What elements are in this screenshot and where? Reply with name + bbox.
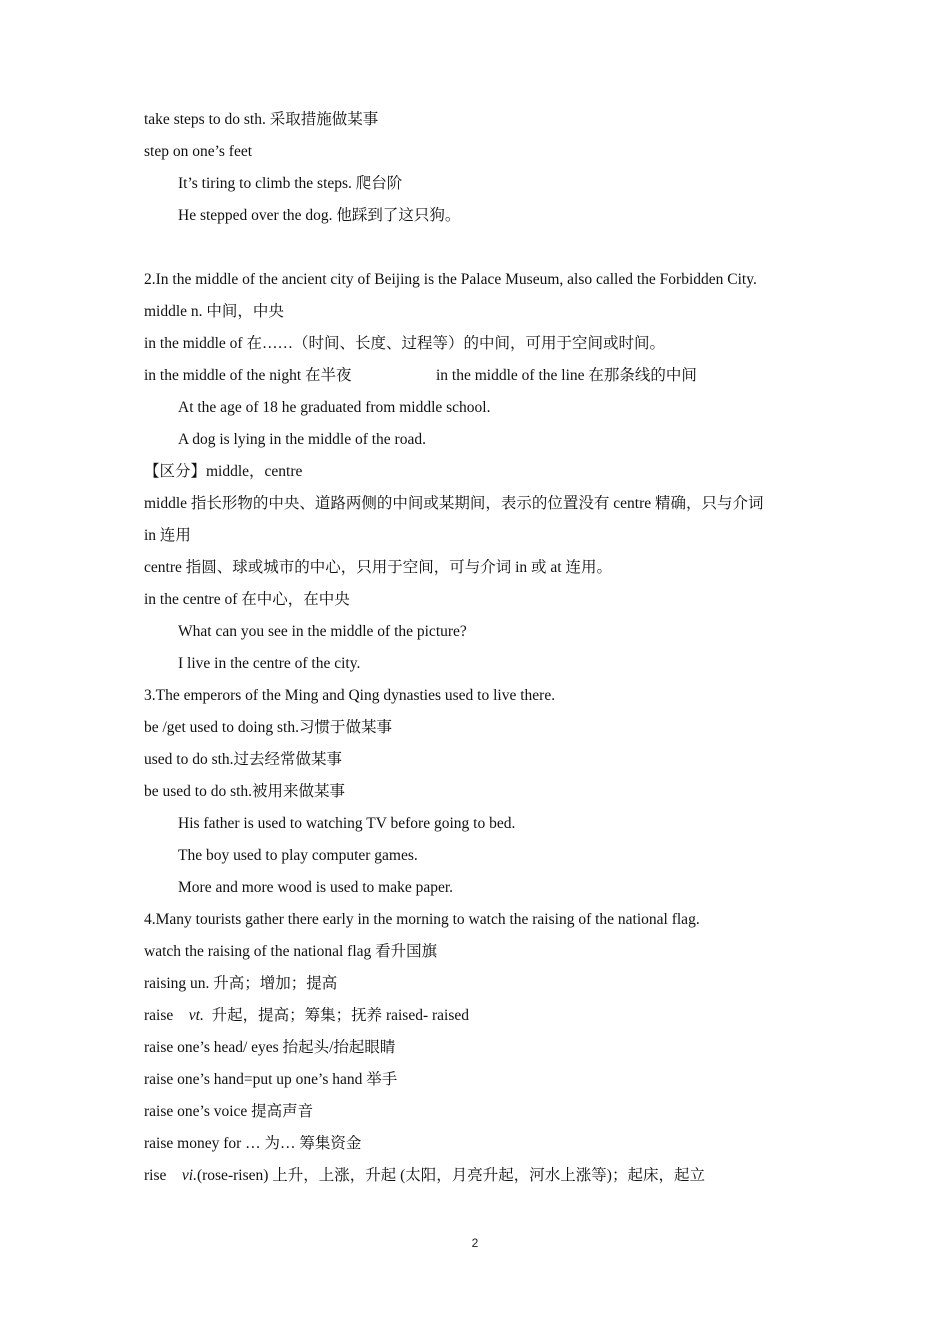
section-heading: 2.In the middle of the ancient city of Beijing is the Palace Museum, also called the Forbidden City. [144,271,757,288]
text-line: watch the raising of the national flag 看升国旗 [144,943,438,960]
word-rise: rise [144,1167,167,1184]
example-sentence: A dog is lying in the middle of the road. [178,431,426,448]
example-sentence: More and more wood is used to make paper. [178,879,454,896]
text-line: in the middle of 在……（时间、长度、过程等）的中间，可用于空间或时间。 [144,335,665,352]
text-line: in 连用 [144,527,191,544]
text-line: in the centre of 在中心，在中央 [144,591,350,608]
text-line: raise money for … 为… 筹集资金 [144,1135,362,1152]
example-sentence: His father is used to watching TV before going to bed. [178,815,516,832]
example-sentence: At the age of 18 he graduated from middle school. [178,399,491,416]
text-line: raise one’s head/ eyes 抬起头/抬起眼睛 [144,1039,396,1056]
text-line [144,366,697,386]
text-line [144,1166,705,1186]
text-line: middle 指长形物的中央、道路两侧的中间或某期间，表示的位置没有 centre 精确，只与介词 [144,495,764,512]
text-line: raise one’s hand=put up one’s hand 举手 [144,1071,398,1088]
example-sentence: It’s tiring to climb the steps. 爬台阶 [178,175,403,192]
text-line: middle n. 中间，中央 [144,303,284,320]
example-sentence: The boy used to play computer games. [178,847,418,864]
example-sentence: He stepped over the dog. 他踩到了这只狗。 [178,207,461,224]
text-line [144,1006,469,1026]
phrase-right: in the middle of the line 在那条线的中间 [436,367,697,384]
section-heading: 4.Many tourists gather there early in the morning to watch the raising of the national flag. [144,911,700,928]
text-line: be /get used to doing sth.习惯于做某事 [144,719,392,736]
text-line: take steps to do sth. 采取措施做某事 [144,111,379,128]
text-line: be used to do sth.被用来做某事 [144,783,346,800]
pos-label: vi. [181,1167,197,1184]
pos-label: vt. [188,1007,204,1024]
text-line: step on one’s feet [144,143,253,160]
text-line: used to do sth.过去经常做某事 [144,751,343,768]
example-sentence: What can you see in the middle of the picture? [178,623,467,640]
text-line: centre 指圆、球或城市的中心，只用于空间，可与介词 in 或 at 连用。 [144,559,612,576]
definition: (rose-risen) 上升，上涨，升起 (太阳，月亮升起，河水上涨等)；起床，起立 [196,1167,705,1184]
page-number: 2 [471,1236,479,1250]
definition: 升起，提高；筹集；抚养 raised- raised [211,1007,470,1024]
example-sentence: I live in the centre of the city. [178,655,361,672]
phrase-left: in the middle of the night 在半夜 [144,367,352,384]
section-heading: 3.The emperors of the Ming and Qing dynasties used to live there. [144,687,556,704]
text-line: raising un. 升高；增加；提高 [144,975,338,992]
word-raise: raise [144,1007,174,1024]
distinction-heading: 【区分】middle，centre [144,463,303,480]
text-line: raise one’s voice 提高声音 [144,1103,314,1120]
